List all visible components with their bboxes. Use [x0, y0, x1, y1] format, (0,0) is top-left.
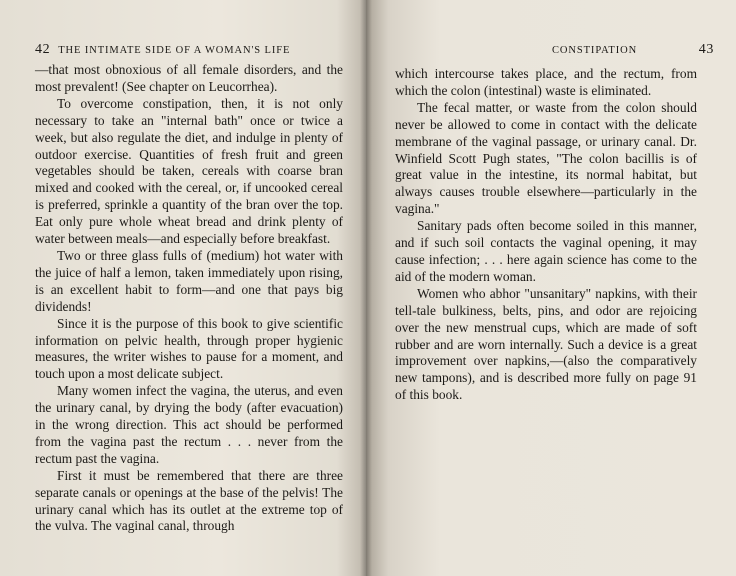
right-page [366, 0, 736, 576]
paragraph: Many women infect the vagina, the uterus, and even the urinary canal, by drying the body (after evacuation) in the wrong direction. This act should be performed from the vagina past the rectum . . . never from the rectum past the vagina. [35, 383, 343, 466]
page-number: 43 [698, 42, 714, 57]
left-page-body [35, 62, 343, 535]
paragraph: Two or three glass fulls of (medium) hot water with the juice of half a lemon, taken immediately upon rising, is an excellent habit to form—and one that pays big dividends! [35, 247, 343, 314]
right-page-header [418, 42, 714, 58]
paragraph: which intercourse takes place, and the rectum, from which the colon (intestinal) waste is eliminated. [395, 66, 697, 98]
paragraph: To overcome constipation, then, it is not only necessary to take an "internal bath" once or twice a week, but also regulate the diet, and indulge in plenty of outdoor exercise. Quantities of fresh fruit and green vegetables should be taken, cereals with coarse bran mixed and cooked with the cereal, or, if uncooked cereal is preferred, sprinkle a quantity of the bran over the top. Eat only pure whole wheat bread and drink plenty of water between meals—and especially before breakfast. [35, 95, 343, 247]
page-number: 42 [35, 42, 51, 57]
left-page [0, 0, 366, 576]
paragraph: Women who abhor "unsanitary" napkins, with their tell-tale bulkiness, belts, pins, and odor are rejoicing over the new menstrual cups, which are made of soft rubber and are worn internally. Such a device is a great improvement over napkins,—(also the comparatively new tampons), and is described more fully on page 91 of this book. [395, 285, 697, 403]
paragraph: Sanitary pads often become soiled in this manner, and if such soil contacts the vaginal opening, it may cause infection; . . . here again science has come to the aid of the modern woman. [395, 218, 697, 284]
left-page-header [35, 42, 345, 58]
right-page-body [395, 66, 697, 404]
paragraph: —that most obnoxious of all female disorders, and the most prevalent! (See chapter on Leucorrhea). [35, 62, 343, 94]
running-head: CONSTIPATION [552, 45, 638, 56]
book-gutter [360, 0, 372, 576]
paragraph: First it must be remembered that there are three separate canals or openings at the base of the pelvis! The urinary canal which has its outlet at the extreme top of the vulva. The vaginal canal, through [35, 467, 343, 534]
running-head: THE INTIMATE SIDE OF A WOMAN'S LIFE [58, 45, 291, 56]
paragraph: The fecal matter, or waste from the colon should never be allowed to come in contact with the delicate membrane of the vaginal passage, or urinary canal. Dr. Winfield Scott Pugh states, "The colon bacillis is of great value in the intestine, its normal habitat, but always causes trouble elsewhere—particularly in the vagina." [395, 99, 697, 217]
paragraph: Since it is the purpose of this book to give scientific information on pelvic health, through proper hygienic measures, the writer wishes to pause for a moment, and touch upon a most delicate subject. [35, 315, 343, 382]
